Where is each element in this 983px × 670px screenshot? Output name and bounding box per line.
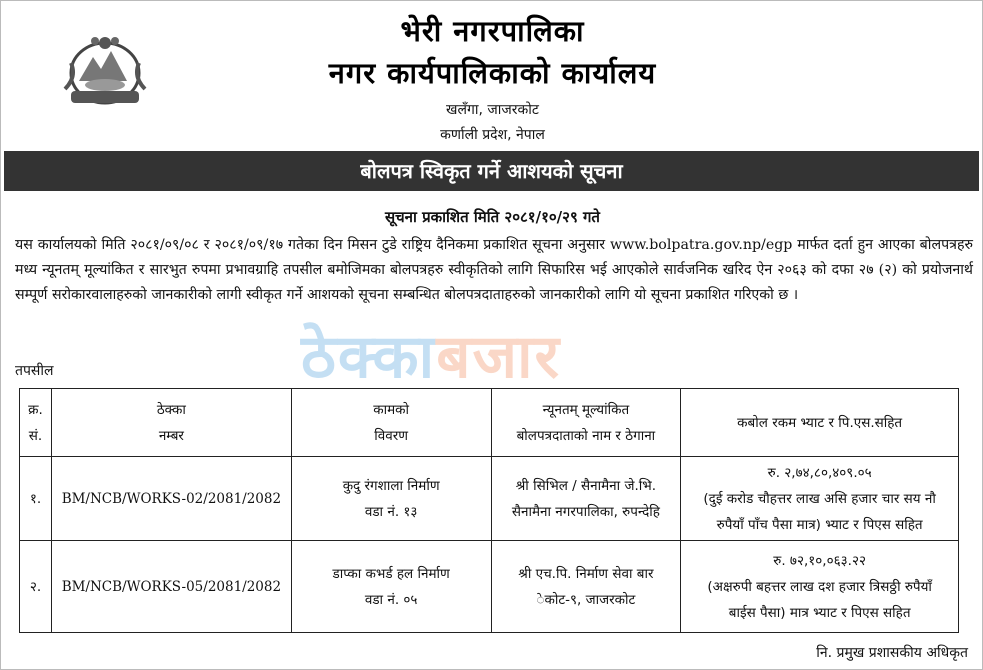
address-line-1: खलँगा, जाजरकोट (446, 102, 539, 118)
header-bidder: न्यूनतम् मूल्यांकित बोलपत्रदाताको नाम र ठेगाना (491, 389, 681, 457)
header-sn: क्र. सं. (20, 389, 52, 457)
cell-work: कुदु रंगशाला निर्माण वडा नं. १३ (291, 457, 491, 541)
watermark-part-2: बजार (436, 322, 562, 392)
tapsil-label: तपसील (15, 363, 54, 379)
address-line-2: कर्णाली प्रदेश, नेपाल (440, 127, 545, 143)
published-date: सूचना प्रकाशित मिति २०८१/१०/२९ गते (385, 208, 600, 226)
cell-contract-no: BM/NCB/WORKS-02/2081/2082 (51, 457, 291, 541)
watermark-logo (301, 313, 701, 393)
org-name: भेरी नगरपालिका (400, 14, 585, 48)
cell-contract-no: BM/NCB/WORKS-05/2081/2082 (51, 541, 291, 633)
office-name: नगर कार्यपालिकाको कार्यालय (328, 56, 657, 90)
cell-sn: १. (20, 457, 52, 541)
cell-bidder: श्री सिभिल / सैनामैना जे.भि. सैनामैना नगरपालिका, रुपन्देहि (491, 457, 681, 541)
notice-body: यस कार्यालयको मिति २०८१/०९/०८ र २०८१/०९/१७ गतेका दिन मिसन टुडे राष्ट्रिय दैनिकमा प्रकाशित सूचना अनुसार www.bolpatra.gov.np/egp मार्फत दर्ता हुन आएका बोलपत्रहरु मध्य न्यूनतम् मूल्यांकित र सारभुत रुपमा प्रभावग्राहि तपसील बमोजिमका बोलपत्रहरु स्वीकृतिको लागि सिफारिस भई आएकोले सार्वजनिक खरिद ऐन २०६३ को दफा २७ (२) को प्रयोजनार्थ सम्पूर्ण सरोकारवालाहरुको जानकारीको लागी स्वीकृत गर्ने आशयको सूचना सम्बन्धित बोलपत्रदाताहरुको जानकारीको लागि यो सूचना प्रकाशित गरिएको छ । (15, 237, 973, 303)
signatory-title: नि. प्रमुख प्रशासकीय अधिकृत (816, 645, 968, 661)
table-row (20, 457, 959, 541)
cell-amount: रु. २,७४,८०,४०९.०५ (दुई करोड चौहत्तर लाख असि हजार चार सय नौ रुपैयाँ पाँच पैसा मात्र) भ्याट र पिएस सहित (681, 457, 959, 541)
notice-title-banner: बोलपत्र स्विकृत गर्ने आशयको सूचना (4, 151, 979, 191)
table-row (20, 541, 959, 633)
watermark-part-1: ठेक्का (301, 322, 437, 392)
header-amount: कबोल रकम भ्याट र पि.एस.सहित (681, 389, 959, 457)
cell-work: डाप्का कभर्ड हल निर्माण वडा नं. ०५ (291, 541, 491, 633)
cell-bidder: श्री एच.पि. निर्माण सेवा बार ेकोट-९, जाजरकोट (491, 541, 681, 633)
contracts-table (19, 388, 959, 633)
header-contract-no: ठेक्का नम्बर (51, 389, 291, 457)
header-work: कामको विवरण (291, 389, 491, 457)
cell-sn: २. (20, 541, 52, 633)
cell-amount: रु. ७२,१०,०६३.२२ (अक्षरुपी बहत्तर लाख दश हजार त्रिसठ्ठी रुपैयाँ बाईस पैसा) मात्र भ्याट र पिएस सहित (681, 541, 959, 633)
table-header-row (20, 389, 959, 457)
